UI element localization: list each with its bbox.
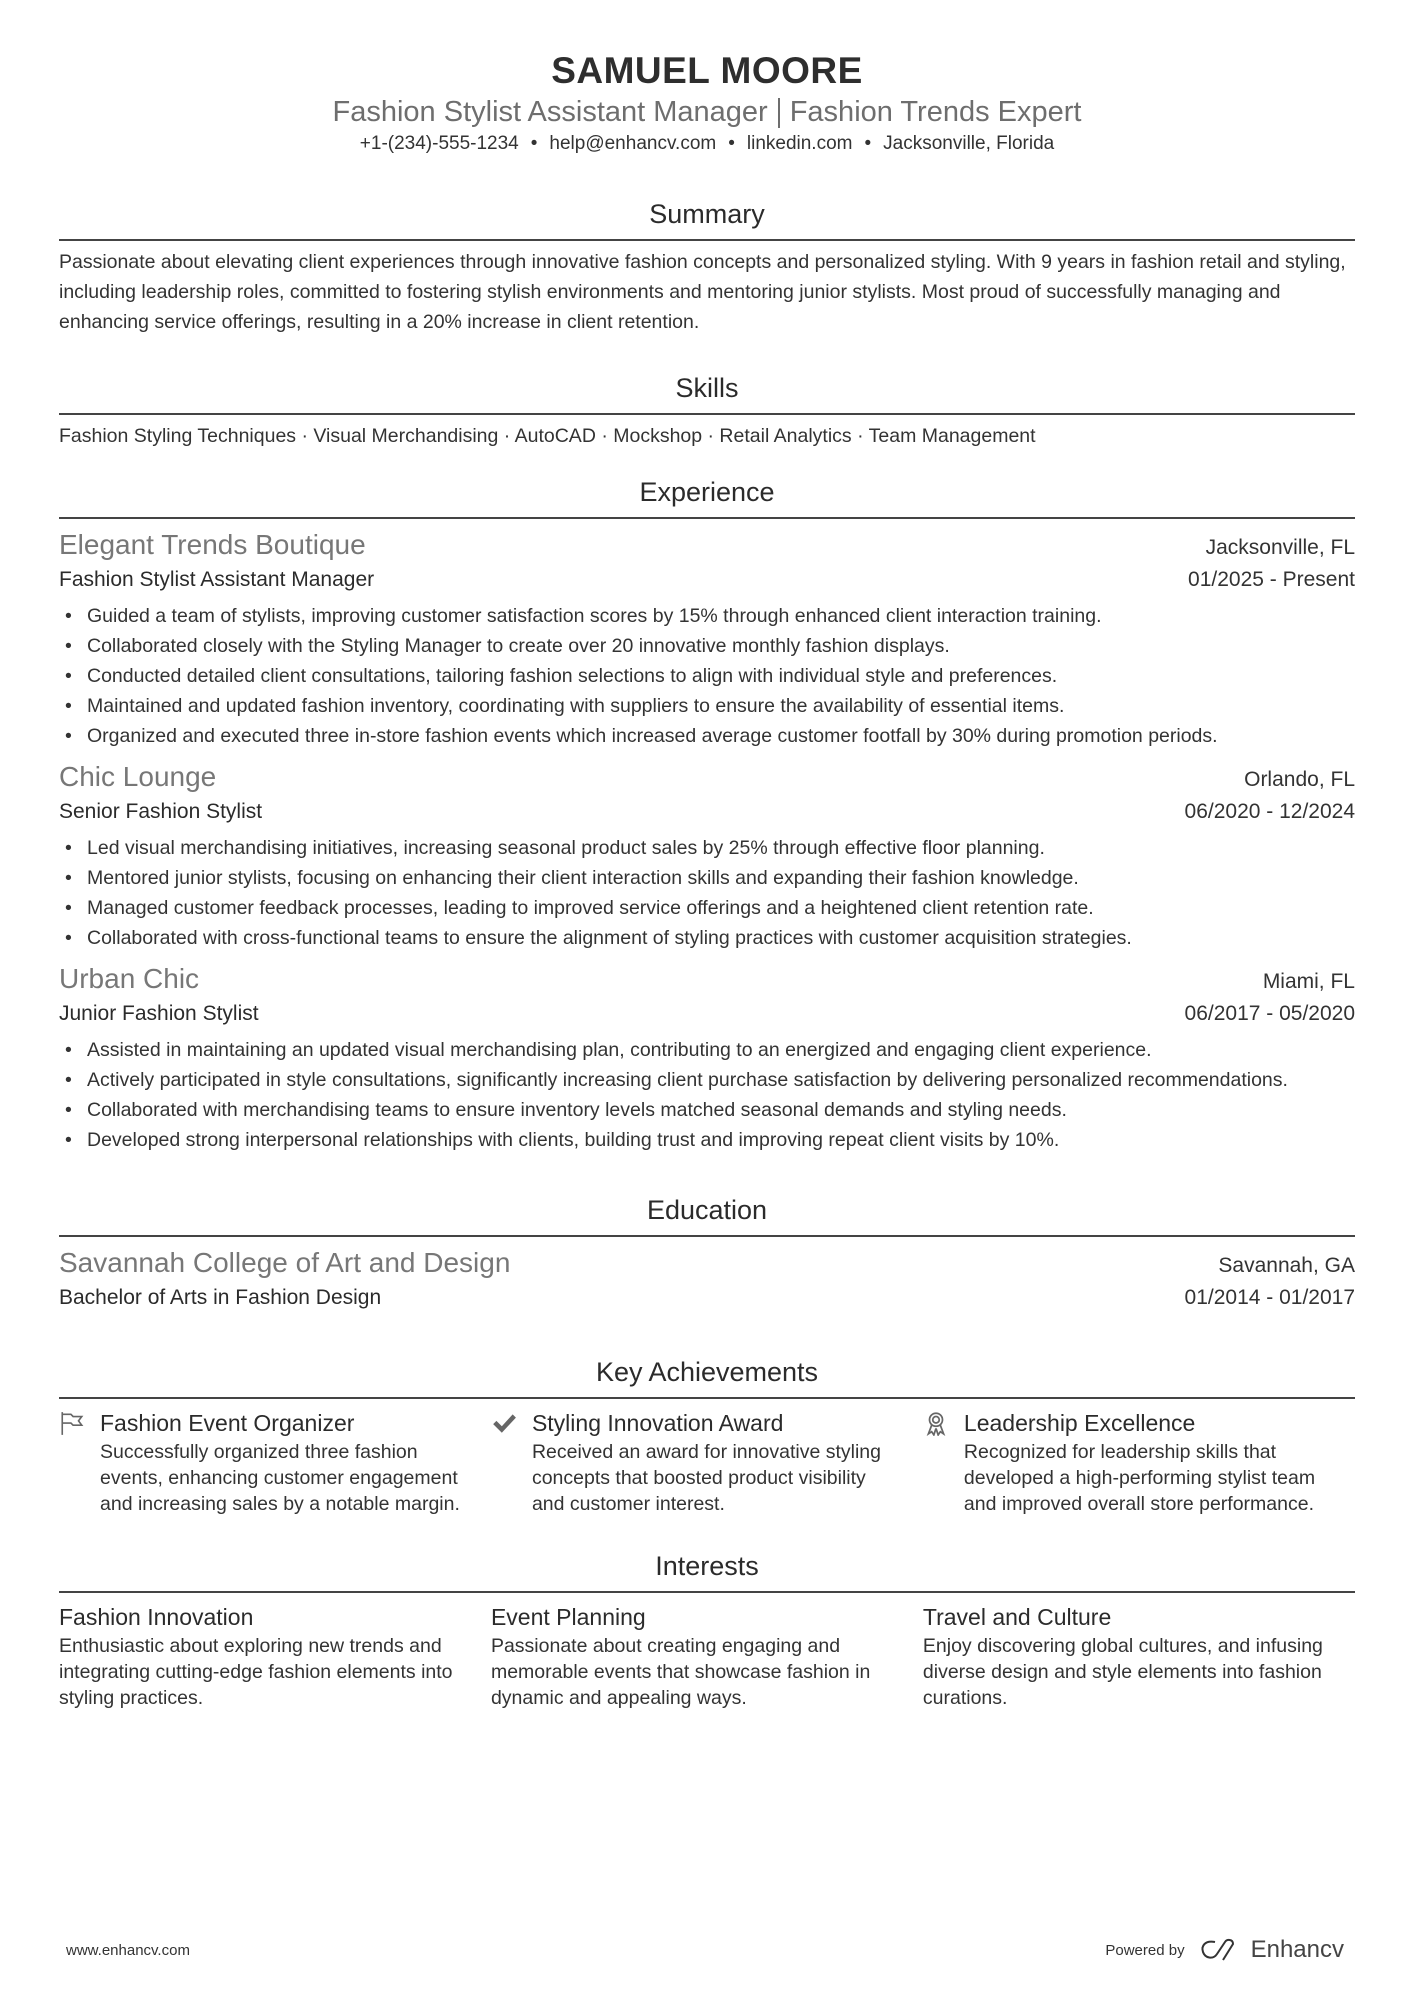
degree: Bachelor of Arts in Fashion Design [59, 1286, 382, 1309]
interest-description: Passionate about creating engaging and memorable events that showcase fashion in dynamic and appealing ways. [490, 1635, 871, 1709]
divider [59, 517, 1355, 519]
achievement-item [923, 1407, 1355, 1517]
enhancv-logo-text: Enhancv [1250, 1936, 1344, 1963]
summary-text: Passionate about elevating client experiences through innovative fashion concepts and personalized styling. With 9 years in fashion retail and styling, including leadership roles, committed to fostering stylish environments and mentoring junior stylists. Most proud of successfully managing and enhancing service offerings, resulting in a 20% increase in client retention. [59, 251, 1346, 333]
achievement-title: Leadership Excellence [963, 1410, 1196, 1436]
email-link[interactable]: help@enhancv.com [549, 133, 717, 154]
interest-item [491, 1601, 923, 1711]
bullet-item: • Mentored junior stylists, focusing on enhancing their client interaction skills and expanding their fashion knowledge. [59, 863, 1355, 893]
bullet-item: • Guided a team of stylists, improving customer satisfaction scores by 15% through enhanced client interaction training. [59, 601, 1355, 631]
enhancv-logo-icon [1199, 1938, 1243, 1962]
education-entry [59, 1245, 1355, 1315]
job-location: Jacksonville, FL [1205, 536, 1355, 559]
school-location: Savannah, GA [1218, 1254, 1355, 1277]
achievement-title: Fashion Event Organizer [100, 1410, 355, 1436]
job-bullets [59, 1035, 1355, 1155]
resume-page [59, 0, 1355, 1711]
job-role: Junior Fashion Stylist [59, 1002, 259, 1025]
education-dates: 01/2014 - 01/2017 [1184, 1286, 1355, 1309]
section-heading-education: Education [646, 1195, 768, 1225]
divider [59, 1235, 1355, 1237]
section-heading-skills: Skills [675, 373, 739, 403]
candidate-title [59, 94, 1355, 130]
bullet-item: • Collaborated closely with the Styling Manager to create over 20 innovative monthly fashion displays. [59, 631, 1355, 661]
job-entry [59, 527, 1355, 751]
achievement-title: Styling Innovation Award [531, 1410, 784, 1436]
flag-icon [59, 1410, 85, 1436]
section-heading-interests: Interests [655, 1551, 759, 1581]
achievements-list [59, 1407, 1355, 1517]
job-role: Fashion Stylist Assistant Manager [59, 568, 375, 591]
powered-by [1105, 1936, 1344, 1964]
interest-title: Travel and Culture [922, 1604, 1112, 1630]
bullet-item: • Developed strong interpersonal relationships with clients, building trust and improving repeat client visits by 10%. [59, 1125, 1355, 1155]
candidate-name: SAMUEL MOORE [551, 50, 863, 91]
award-medal-icon [923, 1410, 949, 1436]
title-divider [778, 98, 780, 128]
interest-title: Event Planning [490, 1604, 646, 1630]
job-bullets [59, 601, 1355, 751]
title-secondary: Fashion Trends Expert [789, 96, 1082, 128]
website-link[interactable]: www.enhancv.com [66, 1941, 190, 1959]
section-heading-experience: Experience [639, 477, 775, 507]
enhancv-logo[interactable] [1199, 1936, 1344, 1964]
section-heading-achievements: Key Achievements [595, 1357, 819, 1387]
interest-description: Enjoy discovering global cultures, and infusing diverse design and style elements into fashion curations. [922, 1635, 1323, 1709]
achievement-item [491, 1407, 923, 1517]
interest-title: Fashion Innovation [59, 1604, 254, 1630]
job-location: Miami, FL [1262, 970, 1355, 993]
job-entry [59, 961, 1355, 1155]
bullet-item: • Actively participated in style consultations, significantly increasing client purchase satisfaction by delivering personalized recommendations. [59, 1065, 1355, 1095]
bullet-item: • Collaborated with merchandising teams to ensure inventory levels matched seasonal demands and styling needs. [59, 1095, 1355, 1125]
bullet-item: • Managed customer feedback processes, leading to improved service offerings and a heightened client retention rate. [59, 893, 1355, 923]
company-name: Elegant Trends Boutique [59, 529, 366, 560]
company-name: Urban Chic [59, 963, 200, 994]
title-primary: Fashion Stylist Assistant Manager [332, 96, 768, 128]
job-location: Orlando, FL [1244, 768, 1355, 791]
bullet-item: • Maintained and updated fashion inventory, coordinating with suppliers to ensure the availability of essential items. [59, 691, 1355, 721]
interest-description: Enthusiastic about exploring new trends and integrating cutting-edge fashion elements into styling practices. [59, 1635, 453, 1709]
bullet-item: • Led visual merchandising initiatives, increasing seasonal product sales by 25% through effective floor planning. [59, 833, 1355, 863]
contact-info: +1-(234)-555-1234 • help@enhancv.com • linkedin.com • Jacksonville, Florida [359, 133, 1055, 154]
experience-list [59, 527, 1355, 1155]
bullet-item: • Conducted detailed client consultations, tailoring fashion selections to align with individual style and preferences. [59, 661, 1355, 691]
interest-item [923, 1601, 1355, 1711]
bullet-item: • Organized and executed three in-store fashion events which increased average customer footfall by 30% during promotion periods. [59, 721, 1355, 751]
job-entry [59, 759, 1355, 953]
school-name: Savannah College of Art and Design [59, 1247, 511, 1278]
section-heading-summary: Summary [649, 199, 765, 229]
phone: +1-(234)-555-1234 [359, 133, 519, 154]
job-dates: 06/2020 - 12/2024 [1184, 800, 1355, 823]
interests-list [59, 1601, 1355, 1711]
interest-item [59, 1601, 491, 1711]
divider [59, 1397, 1355, 1399]
bullet-item: • Assisted in maintaining an updated visual merchandising plan, contributing to an energized and engaging client experience. [59, 1035, 1355, 1065]
location: Jacksonville, Florida [883, 133, 1055, 154]
check-icon [491, 1410, 517, 1436]
achievement-item [59, 1407, 491, 1517]
job-bullets [59, 833, 1355, 953]
divider [59, 1591, 1355, 1593]
job-dates: 01/2025 - Present [1188, 568, 1355, 591]
job-dates: 06/2017 - 05/2020 [1184, 1002, 1355, 1025]
achievement-description: Received an award for innovative styling concepts that boosted product visibility and customer interest. [531, 1441, 881, 1515]
skills-list: Fashion Styling Techniques · Visual Merchandising · AutoCAD · Mockshop · Retail Analytics · Team Management [59, 425, 1036, 447]
divider [59, 413, 1355, 415]
divider [59, 239, 1355, 241]
company-name: Chic Lounge [59, 761, 217, 792]
bullet-item: • Collaborated with cross-functional teams to ensure the alignment of styling practices with customer acquisition strategies. [59, 923, 1355, 953]
achievement-description: Recognized for leadership skills that developed a high-performing stylist team and improved overall store performance. [963, 1441, 1316, 1515]
achievement-description: Successfully organized three fashion events, enhancing customer engagement and increasing sales by a notable margin. [100, 1441, 460, 1515]
powered-by-label: Powered by [1105, 1941, 1185, 1959]
footer [66, 1936, 1344, 1964]
job-role: Senior Fashion Stylist [59, 800, 263, 823]
linkedin-link[interactable]: linkedin.com [746, 133, 853, 154]
